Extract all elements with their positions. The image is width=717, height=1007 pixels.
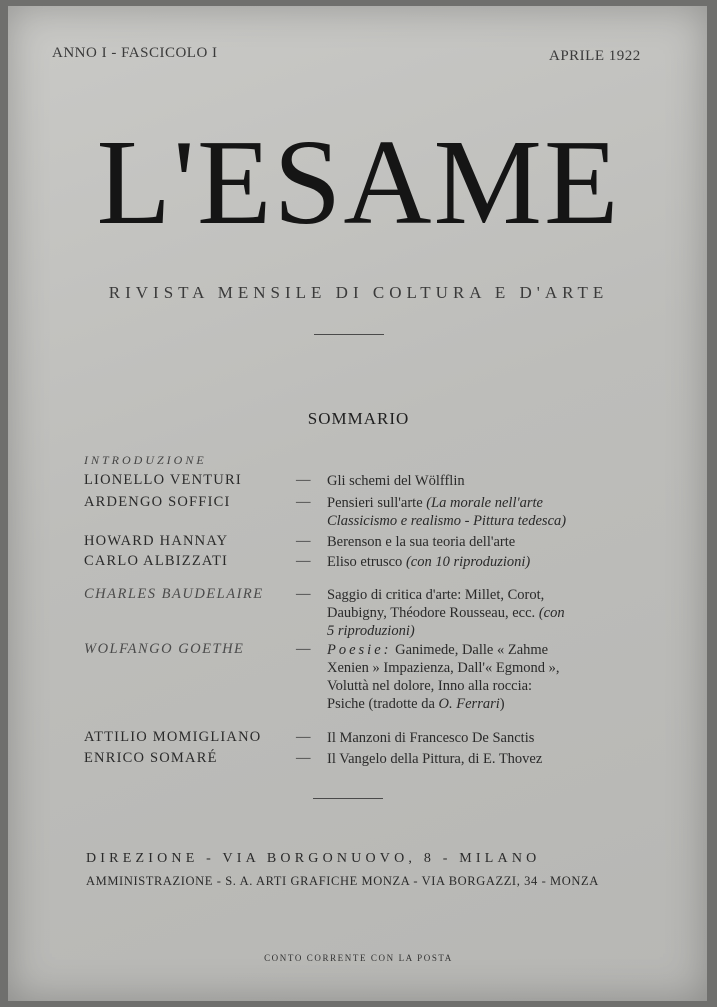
dash: — [296,472,311,488]
work-goethe: Poesie: Ganimede, Dalle « Zahme Xenien » Impazienza, Dall'« Egmond », Voluttà nel dolore, Inno alla roccia: Psiche (tradotte da O. Ferrari) [327,642,560,712]
footer-postal: CONTO CORRENTE CON LA POSTA [264,953,453,963]
dash: — [296,494,311,510]
magazine-subtitle: RIVISTA MENSILE DI COLTURA E D'ARTE [108,283,609,302]
author-baudelaire: CHARLES BAUDELAIRE [84,586,264,602]
dash: — [296,553,311,569]
author-hannay: HOWARD HANNAY [84,533,229,549]
work-albizzati: Eliso etrusco (con 10 riproduzioni) [327,554,531,570]
issue-date: APRILE 1922 [549,48,641,64]
dash: — [296,729,311,745]
work-somare: Il Vangelo della Pittura, di E. Thovez [327,751,543,767]
footer-direction: DIREZIONE - VIA BORGONUOVO, 8 - MILANO [86,851,541,866]
footer-administration: AMMINISTRAZIONE - S. A. ARTI GRAFICHE MONZA - VIA BORGAZZI, 34 - MONZA [86,874,599,888]
issue-label: ANNO I - FASCICOLO I [52,45,218,61]
author-albizzati: CARLO ALBIZZATI [84,553,229,569]
divider-bottom [313,798,383,799]
author-goethe: WOLFANGO GOETHE [84,641,245,657]
author-somare: ENRICO SOMARÉ [84,750,218,766]
work-baudelaire: Saggio di critica d'arte: Millet, Corot, Daubigny, Théodore Rousseau, ecc. (con 5 riproduzioni) [327,587,565,639]
work-momigliano: Il Manzoni di Francesco De Sanctis [327,730,535,746]
work-venturi: Gli schemi del Wölfflin [327,473,465,489]
author-soffici: ARDENGO SOFFICI [84,494,231,510]
author-momigliano: ATTILIO MOMIGLIANO [84,729,262,745]
introduction-label: INTRODUZIONE [84,453,207,467]
dash: — [296,750,311,766]
work-soffici: Pensieri sull'arte (La morale nell'arte Classicismo e realismo - Pittura tedesca) [327,495,567,529]
contents-heading: SOMMARIO [307,409,410,428]
divider-top [314,334,384,335]
magazine-title: L'ESAME [96,115,621,250]
dash: — [296,533,311,549]
dash: — [296,641,311,657]
dash: — [296,586,311,602]
work-hannay: Berenson e la sua teoria dell'arte [327,534,516,550]
author-venturi: LIONELLO VENTURI [84,472,242,488]
